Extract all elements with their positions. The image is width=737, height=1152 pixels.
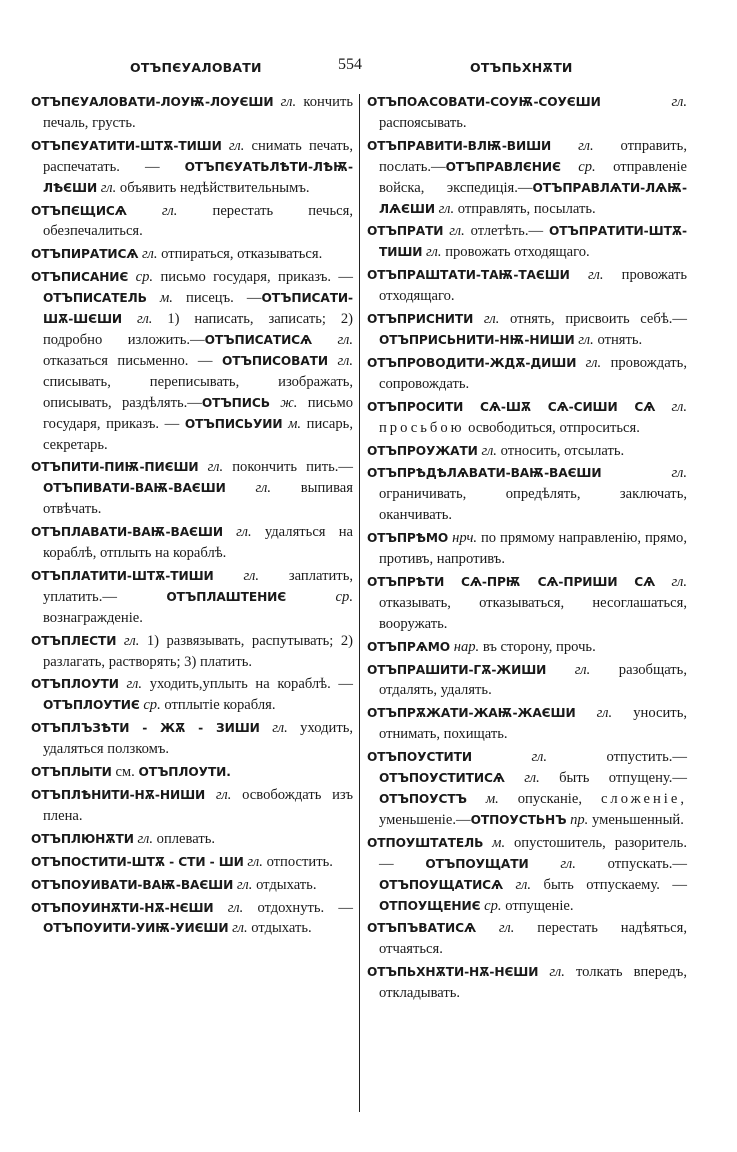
grammar-label: гл. (247, 853, 263, 870)
definition-text (472, 749, 532, 765)
entry-headword: ОТЪПРАШТАТИ-ТАѬ-ТАЄШИ (367, 268, 570, 283)
definition-text: отлетѣть.— (464, 223, 549, 240)
entry-headword: ОТЪПОѦСОВАТИ-СОУѬ-СОУЄШИ (367, 95, 601, 109)
definition-text: списывать, переписывать, изображать, описывать, раздѣлять.— (43, 373, 353, 411)
grammar-label: гл. (596, 705, 613, 722)
definition-text: быть отпускаему. — (531, 876, 687, 893)
definition-text (116, 633, 123, 649)
definition-text (312, 332, 337, 348)
grammar-label: гл. (449, 223, 465, 240)
definition-text (214, 568, 244, 584)
dictionary-entry (367, 572, 687, 635)
dictionary-entry (31, 201, 353, 243)
definition-text (128, 269, 135, 285)
entry-headword: ОТЪПРАТИТИ-ШТѪ-ТИШИ (379, 224, 687, 260)
grammar-label: гл. (671, 398, 687, 415)
definition-text: письмо государя, приказъ. — (43, 394, 353, 432)
definition-text: 1) развязывать, распутывать; 2) разлагать, растворять; 3) платить. (43, 632, 353, 670)
definition-text: отправить, послать.— (379, 137, 687, 175)
definition-text: писецъ. — (172, 290, 262, 307)
dictionary-entry (31, 267, 353, 455)
definition-text: освобождать изъ плена. (43, 787, 353, 824)
definition-text: кончить печаль, грусть. (43, 94, 353, 131)
grammar-label: гл. (228, 137, 245, 154)
definition-text (551, 138, 578, 154)
entry-headword: ОТЪПЛАТИТИ-ШТѪ-ТИШИ (31, 568, 214, 583)
grammar-label: гл. (585, 354, 602, 371)
definition-text: отправлять, посылать. (454, 200, 596, 217)
entry-headword: ОТЪПРАВИТИ-ВЛѬ-ВИШИ (367, 138, 552, 153)
definition-text: оплевать. (153, 830, 215, 847)
definition-text: быть отпущену.— (539, 770, 687, 787)
dictionary-entry (367, 463, 687, 526)
grammar-label: гл. (161, 202, 178, 219)
entry-headword: ОТЪПЬХНѪТИ-НѪ-НЄШИ (367, 965, 539, 980)
grammar-label: гл. (578, 137, 594, 154)
dictionary-entry (367, 265, 687, 307)
entry-headword: ОТЪПИСЬ (201, 395, 270, 410)
definition-text: въ сторону, прочь. (479, 638, 596, 655)
grammar-label: ср. (143, 697, 161, 714)
definition-text: уменьшенный. (588, 811, 684, 828)
entry-headword: ОТЪПИСАНИЄ (31, 270, 129, 285)
grammar-label: гл. (671, 465, 687, 482)
entry-headword: ОТЪПЪВАТИСѦ (367, 921, 476, 936)
dictionary-entry (367, 747, 687, 831)
dictionary-entry (31, 829, 353, 850)
definition-text: провожать отходящаго. (379, 267, 687, 305)
entry-headword: ОТЪПРѢДѢЛѦВАТИ-ВАѬ-ВАЄШИ (367, 466, 602, 481)
definition-text (467, 791, 486, 807)
dictionary-entry (367, 441, 687, 462)
right-column (367, 92, 687, 1006)
dictionary-entry (31, 92, 353, 134)
dictionary-entry (31, 244, 353, 265)
definition-text (576, 355, 585, 371)
definition-text (473, 311, 484, 327)
grammar-label: гл. (227, 899, 244, 916)
grammar-label: нар. (453, 638, 480, 655)
grammar-label: гл. (549, 964, 565, 981)
definition-text: уменьшеніе.— (379, 811, 471, 828)
running-header (32, 56, 712, 82)
grammar-label: пр. (570, 811, 589, 828)
dictionary-entry (31, 136, 353, 199)
definition-text: отдохнуть. — (243, 899, 353, 916)
column-divider (359, 94, 360, 1112)
dictionary-entry (31, 674, 353, 716)
grammar-label: гл. (671, 94, 687, 110)
definition-text: относить, отсылать. (496, 442, 625, 459)
definition-text: разобщать, отдалять, удалять. (379, 661, 687, 699)
grammar-label: гл. (524, 770, 540, 787)
grammar-label: гл. (207, 459, 224, 476)
entry-headword: ОТЪПРАВЛѦТИ-ЛѦѬ-ЛѦЄШИ (379, 180, 687, 216)
grammar-label: гл. (578, 331, 594, 348)
grammar-label: м. (485, 791, 499, 807)
definition-text (273, 94, 280, 110)
entry-headword: ОТЪПЛОУТИ. (138, 765, 231, 780)
left-column (31, 92, 353, 941)
entry-headword: ОТЪПЛЫТИ (31, 765, 112, 780)
dictionary-entry (367, 703, 687, 745)
grammar-label: гл. (671, 573, 687, 590)
entry-headword: ОТЪПРѪЖАТИ-ЖАѬ-ЖАЄШИ (367, 706, 576, 721)
entry-headword: ОТЪПЄЩИСѦ (31, 203, 127, 218)
entry-headword: ОТЪПОУЩАТИСѦ (379, 877, 504, 892)
definition-text: выпивая отвѣчать. (43, 480, 353, 518)
grammar-label: гл. (126, 676, 143, 693)
dictionary-entry (31, 852, 353, 873)
grammar-label: м. (288, 415, 302, 432)
definition-text: вознагражденіе. (43, 609, 143, 626)
grammar-label: гл. (136, 311, 153, 328)
definition-text (505, 770, 524, 786)
definition-text (122, 311, 137, 327)
entry-headword: ОТЪПОУСТИТИ (367, 750, 472, 765)
spaced-text: сложеніе, (600, 791, 687, 807)
grammar-label: гл. (236, 524, 252, 541)
entry-headword: ОТЪПЛАВАТИ-ВАѬ-ВАЄШИ (31, 525, 223, 540)
grammar-label: гл. (337, 352, 353, 369)
grammar-label: гл. (515, 876, 532, 893)
definition-text: заплатить, уплатить.— (43, 567, 353, 605)
entry-headword: ОТЪПОУИВАТИ-ВАѬ-ВАЄШИ (31, 877, 234, 892)
definition-text (270, 395, 280, 411)
grammar-label: гл. (498, 920, 515, 937)
definition-text: отдыхать. (247, 920, 312, 937)
definition-text (226, 480, 256, 496)
definition-text: см. (111, 764, 139, 781)
dictionary-entry (31, 762, 353, 783)
definition-text: удаляться на кораблѣ, отплыть на кораблѣ. (43, 524, 353, 562)
entry-headword: ОТЪПЛЮНѪТИ (31, 831, 134, 846)
grammar-label: ж. (280, 394, 298, 411)
dictionary-entry (367, 637, 687, 658)
definition-text (260, 720, 272, 736)
definition-text: отпустить.— (546, 749, 687, 766)
entry-headword: ОТЪПЛЕСТИ (31, 633, 117, 648)
definition-text (570, 267, 588, 283)
entry-headword: ОТЪПЛЪЗѢТИ - ЖѪ - ЗИШИ (31, 721, 260, 736)
grammar-label: гл. (438, 200, 455, 217)
grammar-label: гл. (243, 567, 260, 584)
definition-text (576, 705, 597, 721)
entry-headword: ОТЪПРОВОДИТИ-ЖДѪ-ДИШИ (367, 355, 577, 370)
entry-headword: ОТЪПОСТИТИ-ШТѪ - СТИ - ШИ (31, 854, 244, 869)
definition-text (655, 574, 671, 590)
definition-text: перестать надѣяться, отчаяться. (379, 920, 687, 958)
dictionary-entry (367, 660, 687, 702)
entry-headword: ОТЪПИСАТИСѦ (204, 332, 313, 347)
grammar-label: гл. (483, 311, 500, 328)
definition-text: по прямому направленію, прямо, противъ, напротивъ. (379, 530, 687, 568)
definition-text (205, 787, 216, 803)
grammar-label: гл. (272, 720, 288, 737)
definition-text: распоясывать. (379, 114, 467, 131)
entry-headword: ОТЪПИСОВАТИ (222, 353, 328, 368)
entry-headword: ОТЪПИТИ-ПИѬ-ПИЄШИ (31, 460, 199, 475)
definition-text: отпущеніе. (501, 897, 574, 914)
entry-headword: ОТЪПИСАТЕЛЬ (43, 291, 147, 306)
grammar-label: ср. (135, 269, 154, 286)
dictionary-entry (367, 92, 687, 134)
entry-headword: ОТЪПЄУАТЬЛѢТИ-ЛѢѬ-ЛѢЄШИ (43, 159, 353, 195)
definition-text: писарь, секретарь. (43, 415, 353, 453)
definition-text: объявить недѣйствительнымъ. (116, 179, 310, 196)
grammar-label: нрч. (452, 530, 478, 547)
definition-text (286, 589, 335, 605)
entry-headword: ОТЪПЛАШТЕНИЄ (166, 589, 287, 604)
dictionary-entry (367, 962, 687, 1004)
entry-headword: ОТЪПЛОУТИЄ (43, 698, 140, 713)
grammar-label: гл. (531, 749, 547, 766)
definition-text: отказаться письменно. — (43, 352, 223, 369)
grammar-label: гл. (280, 94, 297, 110)
grammar-label: гл. (236, 876, 253, 893)
entry-headword: ОТЪПИВАТИ-ВАѬ-ВАЄШИ (43, 481, 226, 496)
dictionary-entry (367, 309, 687, 351)
grammar-label: гл. (100, 179, 117, 196)
definition-text (119, 676, 127, 692)
definition-text: покончить пить.— (223, 459, 353, 476)
definition-text (601, 465, 671, 481)
entry-headword: ОТЪПОУИТИ-УИѬ-УИЄШИ (43, 921, 229, 936)
definition-text (561, 159, 578, 175)
definition-text: письмо государя, приказъ. — (153, 269, 353, 286)
grammar-label: гл. (587, 267, 604, 284)
entry-headword: ОТЪПРѢТИ СѦ-ПРѬ СѦ-ПРИШИ СѦ (367, 574, 656, 589)
definition-text (147, 290, 160, 306)
definition-text: отпускать.— (575, 855, 687, 872)
entry-headword: ОТЪПОУИНѪТИ-НѪ-НЄШИ (31, 900, 214, 915)
entry-headword: ОТЪПОУСТИТИСѦ (379, 771, 505, 786)
entry-headword: ОТЪПРАШИТИ-ГѪ-ЖИШИ (367, 662, 547, 677)
entry-headword: ОТЪПИРАТИСѦ (31, 247, 139, 262)
grammar-label: гл. (123, 632, 140, 649)
entry-headword: ОТЪПИСАТИ-ШѪ-ШЄШИ (43, 291, 353, 327)
entry-headword: ОТЪПРАВЛЄНИЄ (445, 159, 561, 174)
definition-text: отнять, присвоить себѣ.— (499, 311, 687, 328)
definition-text (601, 94, 672, 110)
definition-text: провождать, сопровождать. (379, 354, 687, 392)
spaced-text: просьбою (379, 419, 465, 436)
grammar-label: м. (159, 290, 173, 307)
entry-headword: ОТПОУСТЬНЪ (470, 812, 567, 827)
definition-text: перестать печься, обезпечалиться. (43, 202, 353, 240)
grammar-label: гл. (337, 331, 353, 348)
grammar-label: гл. (560, 855, 576, 872)
definition-text (503, 877, 516, 893)
definition-text: отказывать, отказываться, несоглашаться, вооружать. (379, 594, 687, 632)
entry-headword: ОТЪПРАТИ (367, 224, 444, 239)
definition-text (476, 920, 499, 936)
definition-text (546, 662, 575, 678)
grammar-label: м. (492, 834, 506, 851)
dictionary-entry (31, 631, 353, 673)
dictionary-entry (31, 718, 353, 760)
dictionary-entry (31, 875, 353, 896)
grammar-label: гл. (137, 830, 153, 847)
definition-text: отдыхать. (252, 876, 317, 893)
definition-text: уносить, отнимать, похищать. (379, 705, 687, 743)
entry-headword: ОТЪПЛѢНИТИ-НѪ-НИШИ (31, 788, 206, 802)
definition-text (127, 203, 162, 219)
grammar-label: ср. (578, 158, 596, 175)
entry-headword: ОТЪПЄУАТИТИ-ШТѪ-ТИШИ (31, 138, 222, 153)
entry-headword: ОТЪПОУЩАТИ (425, 856, 529, 871)
definition-text: отпостить. (262, 853, 333, 870)
entry-headword: ОТЪПРОСИТИ СѦ-ШѪ СѦ-СИШИ СѦ (367, 399, 656, 414)
definition-text (214, 900, 228, 916)
grammar-label: гл. (481, 442, 497, 459)
entry-headword: ОТЪПРИСЬНИТИ-НѬ-НИШИ (379, 332, 575, 347)
dictionary-entry (31, 522, 353, 564)
grammar-label: гл. (574, 661, 591, 678)
grammar-label: ср. (335, 588, 353, 605)
grammar-label: гл. (255, 480, 271, 497)
definition-text: провожать отходящаго. (441, 244, 590, 261)
entry-headword: ОТПОУШТАТЕЛЬ (367, 835, 484, 850)
entry-headword: ОТЪПЄУАЛОВАТИ-ЛОУѬ-ЛОУЄШИ (31, 95, 274, 109)
definition-text: толкать впередъ, откладывать. (379, 964, 687, 1002)
grammar-label: ср. (484, 897, 502, 914)
definition-text: снимать печать, распечатать. — (43, 137, 353, 175)
header-left-word: ОТЪПЄУАЛОВАТИ (130, 60, 262, 75)
dictionary-entry (367, 353, 687, 395)
definition-text: 1) написать, записать; 2) подробно изложить.— (43, 311, 353, 348)
definition-text: ограничивать, опредѣлять, заключать, оканчивать. (379, 486, 687, 524)
entry-headword: ОТЪПЛОУТИ (31, 677, 119, 692)
definition-text: освободиться, отпроситься. (464, 419, 640, 436)
entry-headword: ОТЪПРОУЖАТИ (367, 443, 478, 458)
grammar-label: гл. (232, 920, 248, 937)
entry-headword: ОТЪПИСЬУИИ (184, 416, 283, 431)
definition-text: опустошитель, разоритель. — (379, 834, 687, 872)
definition-text (223, 524, 236, 540)
dictionary-entry (367, 397, 687, 439)
definition-text: уходить, удаляться ползкомъ. (43, 720, 354, 758)
definition-text (222, 138, 229, 154)
entry-headword: ОТЪПОУСТЪ (379, 792, 467, 806)
grammar-label: гл. (142, 246, 158, 263)
entry-headword: ОТЪПРѢМО (367, 531, 449, 546)
grammar-label: гл. (426, 244, 442, 261)
definition-text: отправленіе войска, экспедиція.— (379, 158, 687, 196)
definition-text: отнять. (593, 331, 643, 348)
dictionary-entry (367, 918, 687, 960)
definition-text: отпираться, отказываться. (157, 246, 323, 263)
dictionary-entry (31, 898, 353, 940)
dictionary-entry (367, 528, 687, 570)
entry-headword: ОТЪПРИСНИТИ (367, 312, 474, 327)
dictionary-entry (367, 136, 687, 220)
entry-headword: ОТПОУЩЕНИЄ (379, 898, 481, 913)
definition-text (655, 399, 671, 415)
definition-text (483, 835, 492, 851)
dictionary-entry (367, 833, 687, 917)
definition-text: опусканіе, (498, 791, 601, 807)
dictionary-entry (31, 785, 353, 827)
dictionary-entry (367, 221, 687, 263)
dictionary-entry (31, 566, 353, 629)
header-right-word: ОТЪПЬХНѪТИ (470, 60, 573, 75)
definition-text (199, 459, 208, 475)
definition-text: отплытіе корабля. (160, 697, 276, 714)
definition-text (538, 964, 549, 980)
grammar-label: гл. (215, 787, 232, 803)
entry-headword: ОТЪПРѦМО (367, 639, 451, 654)
definition-text (529, 856, 561, 872)
page-number: 554 (338, 56, 362, 73)
definition-text: уходить,уплыть на кораблѣ. — (142, 676, 354, 693)
dictionary-entry (31, 457, 353, 520)
